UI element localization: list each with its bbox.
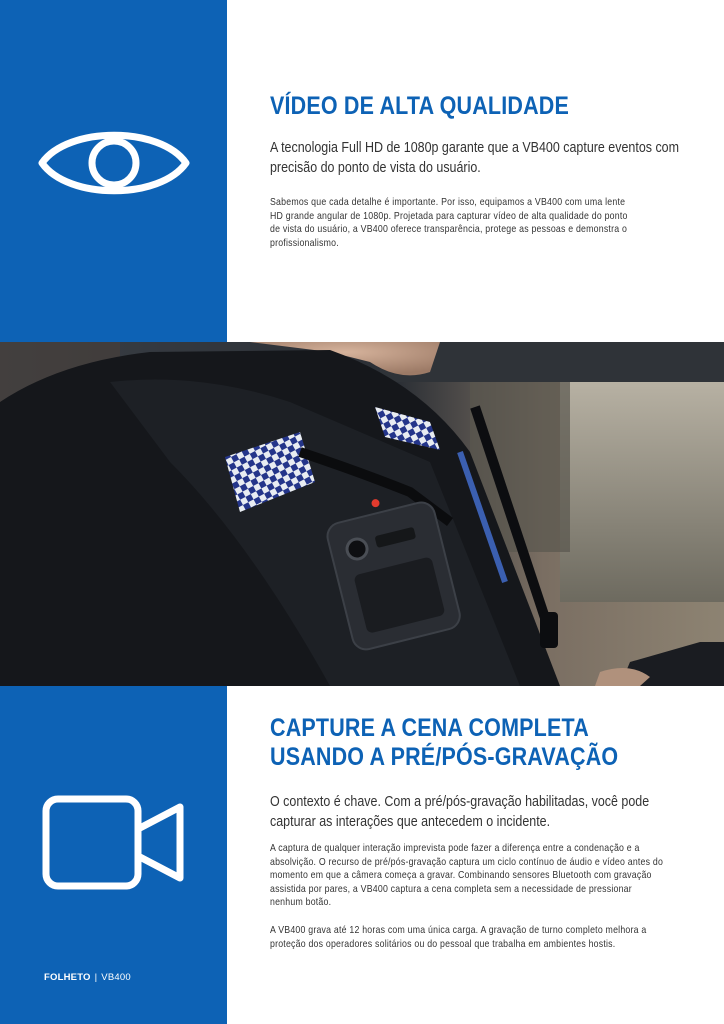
section2-body-paragraph-2: A VB400 grava até 12 horas com uma única carga. A gravação de turno completo melhora a proteção dos operadores solitários ou do pessoal que trabalha em ambientes hostis. (270, 925, 647, 950)
section1-body: Sabemos que cada detalhe é importante. Por isso, equipamos a VB400 com uma lente HD grande angular de 1080p. Projetada para capturar vídeo de alta qualidade do ponto de vista do usuário, a VB400 oferece transparência, protege as pessoas e demonstra o profissionalismo. (270, 197, 628, 249)
section2-lead: O contexto é chave. Com a pré/pós-gravação habilitadas, você pode capturar as interações que antecedem o incidente. (270, 794, 650, 830)
eye-icon (38, 118, 190, 208)
footer-separator: | (94, 972, 98, 983)
footer-product: VB400 (101, 972, 131, 983)
officer-bodycam-photo (0, 342, 724, 686)
section1-lead: A tecnologia Full HD de 1080p garante que a VB400 capture eventos com precisão do ponto de vista do usuário. (270, 140, 680, 176)
video-camera-icon (42, 795, 187, 890)
section1-title: VÍDEO DE ALTA QUALIDADE (270, 92, 569, 120)
footer-label: FOLHETO (44, 972, 91, 983)
section2-title: CAPTURE A CENA COMPLETA USANDO A PRÉ/PÓS-GRAVAÇÃO (270, 714, 619, 771)
footer (44, 972, 131, 983)
section2-body-paragraph-1: A captura de qualquer interação imprevista pode fazer a diferença entre a condenação e a absolvição. O recurso de pré/pós-gravação captura um ciclo contínuo de áudio e vídeo antes do momento em que a câmera começa a gravar. Combinando sensores Bluetooth com gravação assistida por pares, a VB400 captura a cena completa sem a necessidade de pressionar nenhum botão. (270, 843, 664, 908)
